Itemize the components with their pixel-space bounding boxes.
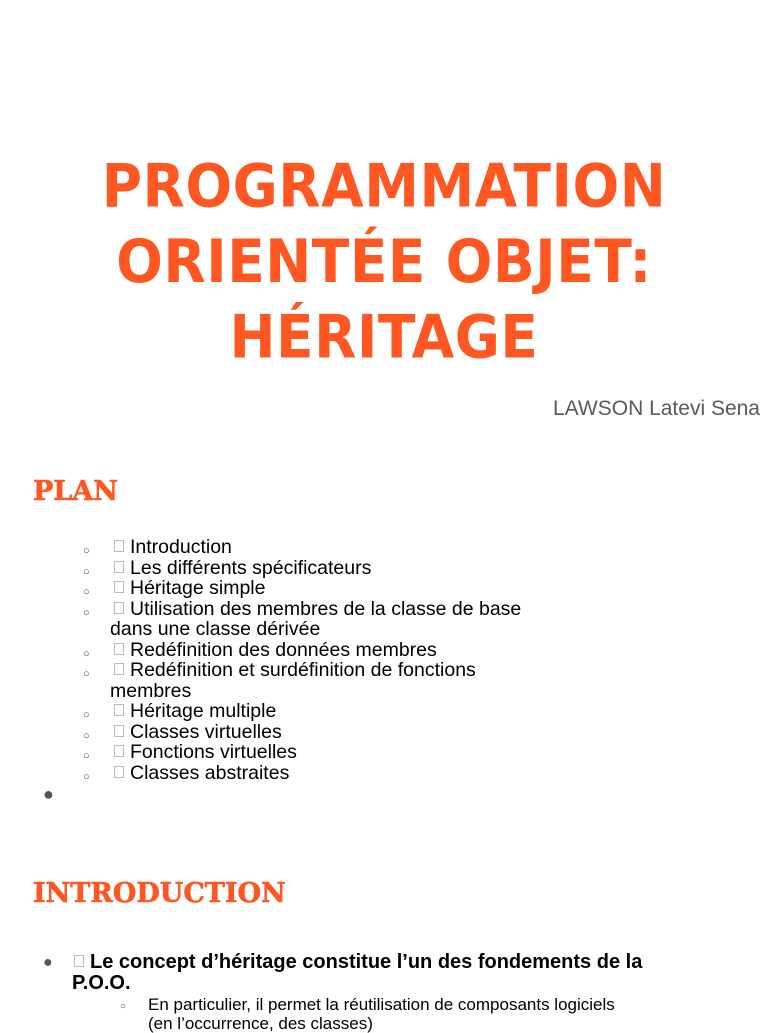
hollow-circle-bullet-icon: ○ [120, 1001, 127, 1012]
plan-item-redefinition-fonctions [0, 660, 580, 701]
missing-glyph-box-icon [114, 540, 124, 552]
missing-glyph-box-icon [114, 561, 124, 573]
introduction-heading: INTRODUCTION [33, 878, 286, 909]
plan-item-label: Utilisation des membres de la classe de base dans une classe dérivée [110, 597, 522, 640]
missing-glyph-box-icon [114, 725, 124, 737]
plan-list [0, 537, 580, 783]
plan-item-classes-virtuelles [0, 722, 580, 743]
plan-item-label: Fonctions virtuelles [130, 741, 297, 763]
missing-glyph-box-icon [114, 745, 124, 757]
hollow-circle-bullet-icon: ○ [83, 586, 90, 598]
title-line-3: HÉRITAGE [229, 302, 539, 372]
presentation-title [0, 148, 768, 375]
plan-item-label: Redéfinition des données membres [130, 638, 437, 661]
introduction-subpoint-text: En particulier, il permet la réutilisation de composants logiciels (en l’occurrence, des classes) [148, 995, 615, 1033]
missing-glyph-box-icon [114, 663, 124, 675]
introduction-point-text: Le concept d’héritage constitue l’un des fondements de la P.O.O. [72, 951, 643, 994]
author-name: LAWSON Latevi Sena [553, 397, 760, 420]
hollow-circle-bullet-icon: ○ [83, 770, 90, 783]
plan-item-specificateurs [0, 558, 580, 579]
hollow-circle-bullet-icon: ○ [83, 709, 90, 721]
hollow-circle-bullet-icon: ○ [83, 606, 90, 619]
plan-item-label: Les différents spécificateurs [130, 556, 372, 579]
plan-item-heritage-simple [0, 578, 580, 599]
hollow-circle-bullet-icon: ○ [83, 668, 90, 680]
missing-glyph-box-icon [114, 602, 124, 614]
missing-glyph-box-icon [114, 704, 124, 716]
title-line-2: ORIENTÉE OBJET: [116, 226, 652, 296]
missing-glyph-box-icon [74, 955, 84, 967]
plan-item-label: Classes abstraites [130, 761, 290, 784]
plan-item-label: Redéfinition et surdéfinition de fonctions membres [110, 659, 476, 702]
hollow-circle-bullet-icon: ○ [83, 729, 90, 742]
plan-item-heritage-multiple [0, 701, 580, 722]
plan-item-fonctions-virtuelles [0, 742, 580, 763]
hollow-circle-bullet-icon: ○ [83, 565, 90, 578]
hollow-circle-bullet-icon: ○ [83, 545, 90, 557]
plan-item-label: Héritage simple [130, 577, 266, 599]
hollow-circle-bullet-icon: ○ [83, 750, 90, 762]
plan-heading: PLAN [33, 476, 118, 507]
hollow-circle-bullet-icon: ○ [83, 647, 90, 660]
introduction-point [0, 952, 652, 1033]
plan-item-label: Classes virtuelles [130, 720, 282, 743]
plan-item-introduction [0, 537, 580, 558]
missing-glyph-box-icon [114, 643, 124, 655]
plan-item-utilisation-membres [0, 599, 580, 640]
plan-item-redefinition-donnees [0, 640, 580, 661]
plan-item-label: Héritage multiple [130, 700, 277, 722]
missing-glyph-box-icon [114, 581, 124, 593]
plan-item-label: Introduction [130, 536, 232, 558]
missing-glyph-box-icon [114, 766, 124, 778]
introduction-list [0, 952, 652, 1033]
title-line-1: PROGRAMMATION [101, 151, 667, 221]
introduction-subpoint [0, 995, 618, 1033]
plan-item-classes-abstraites [0, 763, 580, 784]
filled-dot-bullet-icon: ● [43, 784, 54, 804]
filled-dot-bullet-icon: ● [43, 954, 53, 971]
